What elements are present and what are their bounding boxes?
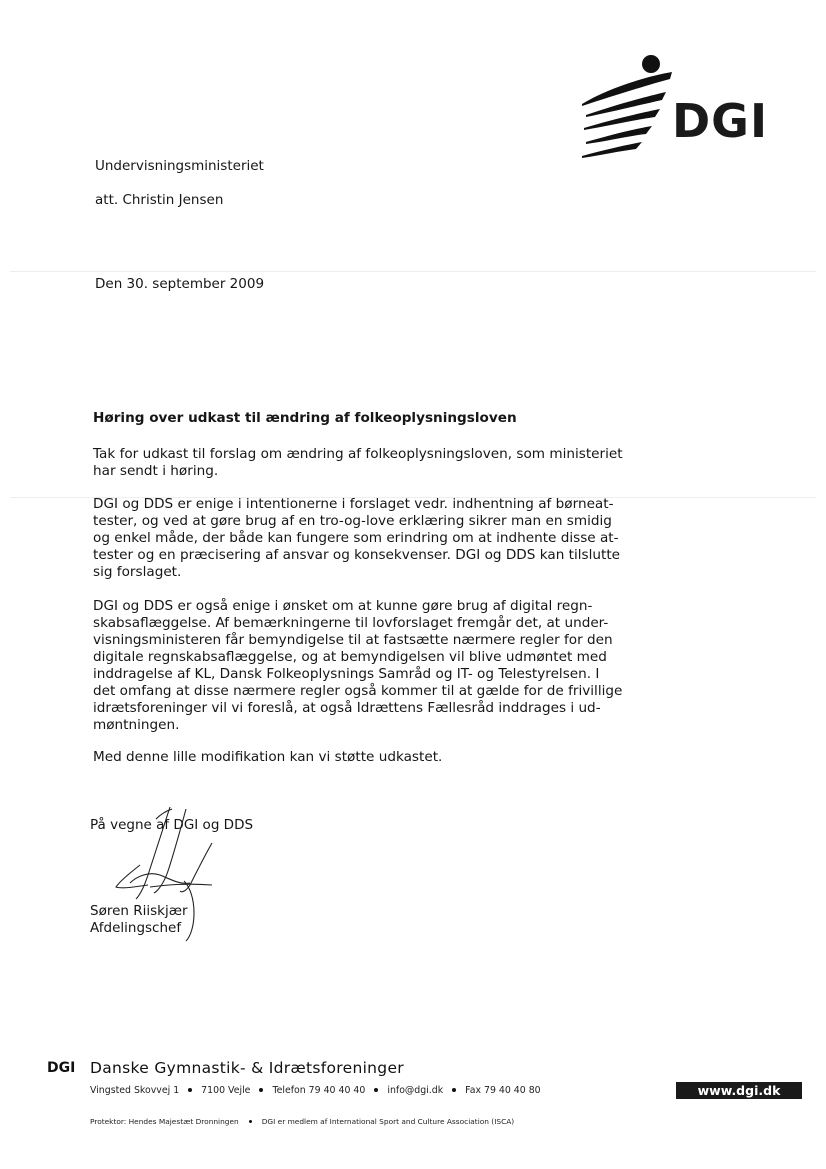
paragraph-line: idrætsforeninger vil vi foreslå, at også Idrættens Fællesråd inddrages i ud- <box>93 700 601 716</box>
paragraph-line: digitale regnskabsaflæggelse, og at bemyndigelsen vil blive udmøntet med <box>93 649 607 665</box>
footer-contact-line <box>90 1085 541 1096</box>
paragraph-line: Tak for udkast til forslag om ændring af folkeoplysningsloven, som ministeriet <box>93 446 623 462</box>
paragraph-line: tester, og ved at gøre brug af en tro-og-love erklæring sikrer man en smidig <box>93 513 612 529</box>
bullet-icon <box>374 1088 378 1092</box>
footer-brand: DGI <box>47 1060 76 1076</box>
scan-artifact-line <box>10 271 816 272</box>
signer-name: Søren Riiskjær <box>90 903 188 919</box>
paragraph-line: DGI og DDS er enige i intentionerne i forslaget vedr. indhentning af børneat- <box>93 496 614 512</box>
paragraph-line: inddragelse af KL, Dansk Folkeoplysnings Samråd og IT- og Telestyrelsen. I <box>93 666 600 682</box>
footer-org-name: Danske Gymnastik- & Idrætsforeninger <box>90 1059 404 1077</box>
bullet-icon <box>188 1088 192 1092</box>
body-paragraph-4 <box>93 749 653 766</box>
body-paragraph-1 <box>93 446 653 480</box>
closing-on-behalf: På vegne af DGI og DDS <box>90 817 254 833</box>
bullet-icon <box>259 1088 263 1092</box>
paragraph-line: har sendt i høring. <box>93 463 219 479</box>
recipient-attention: att. Christin Jensen <box>95 192 224 208</box>
bullet-icon <box>249 1120 252 1123</box>
footer-website: www.dgi.dk <box>676 1082 802 1099</box>
paragraph-line: DGI og DDS er også enige i ønsket om at kunne gøre brug af digital regn- <box>93 598 593 614</box>
footer-membership: DGI er medlem af International Sport and Culture Association (ISCA) <box>261 1117 515 1126</box>
signer-title: Afdelingschef <box>90 920 182 936</box>
letter-date: Den 30. september 2009 <box>95 276 265 292</box>
paragraph-line: Med denne lille modifikation kan vi støtte udkastet. <box>93 749 443 765</box>
letter-subject: Høring over udkast til ændring af folkeoplysningsloven <box>93 410 517 426</box>
paragraph-line: det omfang at disse nærmere regler også kommer til at gælde for de frivillige <box>93 683 623 699</box>
bullet-icon <box>452 1088 456 1092</box>
footer-address: Vingsted Skovvej 1 <box>90 1085 180 1096</box>
footer-city: 7100 Vejle <box>201 1085 251 1096</box>
footer-fax: Fax 79 40 40 80 <box>465 1085 541 1096</box>
dgi-logo-text: DGI <box>672 94 769 148</box>
paragraph-line: og enkel måde, der både kan fungere som erindring om at indhente disse at- <box>93 530 619 546</box>
footer-email: info@dgi.dk <box>387 1085 444 1096</box>
body-paragraph-3 <box>93 598 653 734</box>
paragraph-line: tester og en præcisering af ansvar og konsekvenser. DGI og DDS kan tilslutte <box>93 547 621 563</box>
recipient-org: Undervisningsministeriet <box>95 158 264 174</box>
footer-phone: Telefon 79 40 40 40 <box>272 1085 366 1096</box>
paragraph-line: sig forslaget. <box>93 564 182 580</box>
paragraph-line: møntningen. <box>93 717 180 733</box>
footer-protector: Protektor: Hendes Majestæt Dronningen <box>90 1117 239 1126</box>
paragraph-line: skabsaflæggelse. Af bemærkningerne til lovforslaget fremgår det, at under- <box>93 615 609 631</box>
footer-small-print <box>90 1117 514 1126</box>
paragraph-line: visningsministeren får bemyndigelse til at fastsætte nærmere regler for den <box>93 632 613 648</box>
body-paragraph-2 <box>93 496 653 581</box>
